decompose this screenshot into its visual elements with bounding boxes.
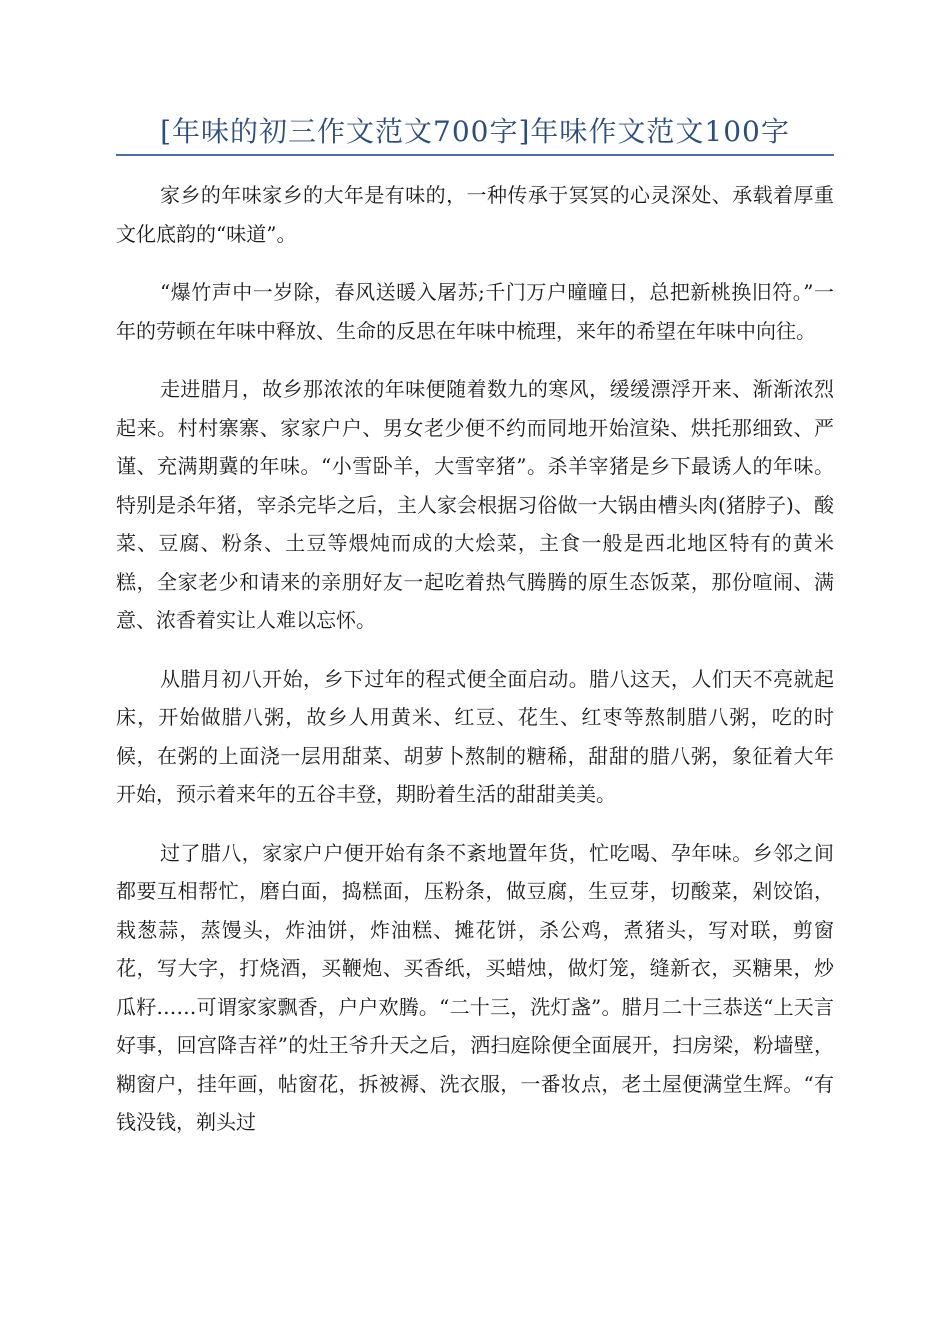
paragraph: 走进腊月，故乡那浓浓的年味便随着数九的寒风，缓缓漂浮开来、渐渐浓烈起来。村村寨寨、家家户户、男女老少便不约而同地开始渲染、烘托那细致、严谨、充满期冀的年味。“小雪卧羊，大雪宰猪”。杀羊宰猪是乡下最诱人的年味。特别是杀年猪，宰杀完毕之后，主人家会根据习俗做一大锅由槽头肉(猪脖子)、酸菜、豆腐、粉条、土豆等煨炖而成的大烩菜，主食一般是西北地区特有的黄米糕，全家老少和请来的亲朋好友一起吃着热气腾腾的原生态饭菜，那份喧闹、满意、浓香着实让人难以忘怀。 <box>116 377 834 632</box>
paragraph: “爆竹声中一岁除，春风送暖入屠苏;千门万户曈曈日，总把新桃换旧符。”一年的劳顿在年味中释放、生命的反思在年味中梳理，来年的希望在年味中向往。 <box>116 280 834 343</box>
paragraph: 从腊月初八开始，乡下过年的程式便全面启动。腊八这天，人们天不亮就起床，开始做腊八粥，故乡人用黄米、红豆、花生、红枣等熬制腊八粥，吃的时候，在粥的上面浇一层用甜菜、胡萝卜熬制的糖稀，甜甜的腊八粥，象征着大年开始，预示着来年的五谷丰登，期盼着生活的甜甜美美。 <box>116 666 834 806</box>
title-underline <box>116 154 834 156</box>
document-body <box>116 176 834 1162</box>
paragraph: 过了腊八，家家户户便开始有条不紊地置年货，忙吃喝、孕年味。乡邻之间都要互相帮忙，磨白面，捣糕面，压粉条，做豆腐，生豆芽，切酸菜，剁饺馅，栽葱蒜，蒸馒头，炸油饼，炸油糕、摊花饼，杀公鸡，煮猪头，写对联，剪窗花，写大字，打烧酒，买鞭炮、买香纸，买蜡烛，做灯笼，缝新衣，买糖果，炒瓜籽……可谓家家飘香，户户欢腾。“二十三，洗灯盏”。腊月二十三恭送“上天言好事，回宫降吉祥”的灶王爷升天之后，洒扫庭除便全面展开，扫房梁，粉墙壁，糊窗户，挂年画，帖窗花，拆被褥、洗衣服，一番妆点，老土屋便满堂生辉。“有钱没钱，剃头过 <box>116 840 834 1134</box>
document-title: [年味的初三作文范文700字]年味作文范文100字 <box>160 115 790 148</box>
paragraph: 家乡的年味家乡的大年是有味的，一种传承于冥冥的心灵深处、承载着厚重文化底韵的“味道”。 <box>116 183 834 246</box>
